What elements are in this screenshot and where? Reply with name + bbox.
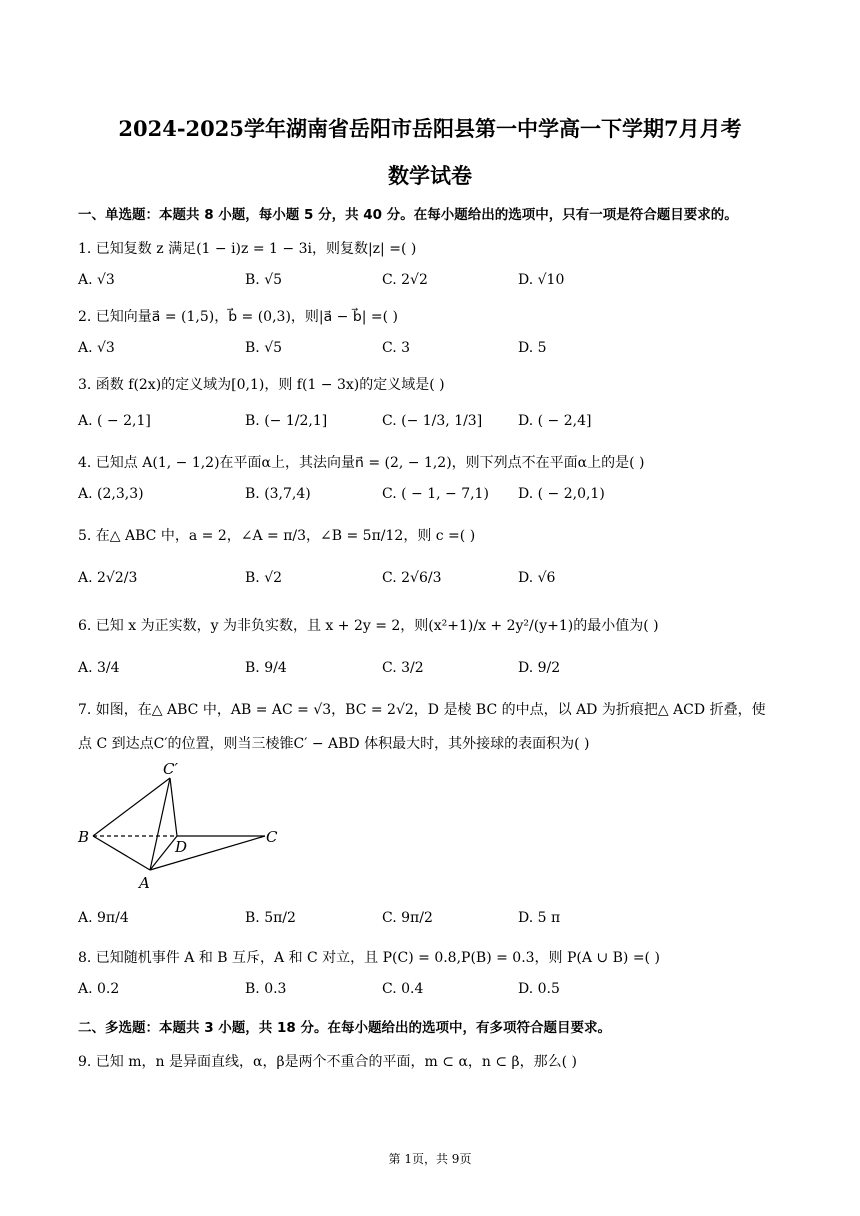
q5-option-d: D. √6 — [518, 570, 556, 586]
question-3: 3. 函数 f(2x)的定义域为[0,1)，则 f(1 − 3x)的定义域是( ) — [78, 377, 445, 393]
q7-option-a: A. 9π/4 — [78, 910, 129, 926]
label-a: A — [139, 874, 150, 890]
q4-option-d: D. ( − 2,0,1) — [518, 486, 605, 502]
q5-option-a: A. 2√2/3 — [78, 570, 138, 586]
question-7: 7. 如图，在△ ABC 中，AB = AC = √3，BC = 2√2，D 是棱 BC 的中点，以 AD 为折痕把△ ACD 折叠，使 — [78, 702, 766, 718]
q7-option-d: D. 5 π — [518, 910, 561, 926]
edge-b-cprime — [93, 778, 170, 836]
q6-option-c: C. 3/2 — [382, 660, 424, 676]
q3-option-d: D. ( − 2,4] — [518, 413, 592, 429]
q3-option-b: B. (− 1/2,1] — [245, 413, 328, 429]
q2-option-d: D. 5 — [518, 340, 547, 356]
exam-title: 2024-2025学年湖南省岳阳市岳阳县第一中学高一下学期7月月考 — [118, 116, 742, 141]
q2-option-a: A. √3 — [78, 340, 115, 356]
q8-option-a: A. 0.2 — [78, 981, 120, 997]
q2-option-c: C. 3 — [382, 340, 411, 356]
edge-cprime-a — [150, 778, 170, 870]
question-2: 2. 已知向量a⃗ = (1,5)，b⃗ = (0,3)，则|a⃗ − b⃗| =( ) — [78, 309, 398, 325]
question-6: 6. 已知 x 为正实数，y 为非负实数，且 x + 2y = 2，则(x²+1)/x + 2y²/(y+1)的最小值为( ) — [78, 618, 659, 634]
label-c: C — [266, 828, 278, 846]
question-7-continued: 点 C 到达点C′的位置，则当三棱锥C′ − ABD 体积最大时，其外接球的表面积为( ) — [78, 736, 590, 752]
q5-option-c: C. 2√6/3 — [382, 570, 442, 586]
tetrahedron-figure — [75, 760, 285, 890]
label-b: B — [78, 828, 90, 846]
q7-option-c: C. 9π/2 — [382, 910, 433, 926]
q7-option-b: B. 5π/2 — [245, 910, 296, 926]
q4-option-c: C. ( − 1, − 7,1) — [382, 486, 489, 502]
edge-a-c — [150, 836, 265, 870]
q2-option-b: B. √5 — [245, 340, 283, 356]
question-8: 8. 已知随机事件 A 和 B 互斥，A 和 C 对立，且 P(C) = 0.8,P(B) = 0.3，则 P(A ∪ B) =( ) — [78, 950, 660, 966]
q4-option-b: B. (3,7,4) — [245, 486, 311, 502]
label-c-prime: C′ — [163, 760, 178, 778]
q6-option-d: D. 9/2 — [518, 660, 561, 676]
question-1: 1. 已知复数 z 满足(1 − i)z = 1 − 3i，则复数|z| =( ) — [78, 241, 417, 257]
q8-option-c: C. 0.4 — [382, 981, 424, 997]
label-d: D — [175, 838, 188, 856]
q1-option-d: D. √10 — [518, 272, 565, 288]
q3-option-a: A. ( − 2,1] — [78, 413, 151, 429]
q6-option-a: A. 3/4 — [78, 660, 120, 676]
q3-option-c: C. (− 1/3, 1/3] — [382, 413, 483, 429]
q5-option-b: B. √2 — [245, 570, 283, 586]
q8-option-b: B. 0.3 — [245, 981, 287, 997]
question-5: 5. 在△ ABC 中，a = 2，∠A = π/3，∠B = 5π/12，则 c =( ) — [78, 528, 476, 544]
page-footer: 第 1页，共 9页 — [388, 1152, 472, 1166]
edge-cprime-d — [170, 778, 177, 836]
section-multiple-choice: 二、多选题：本题共 3 小题，共 18 分。在每小题给出的选项中，有多项符合题目要求。 — [78, 1020, 611, 1036]
q6-option-b: B. 9/4 — [245, 660, 287, 676]
q1-option-a: A. √3 — [78, 272, 115, 288]
edge-b-a — [93, 836, 150, 870]
q1-option-b: B. √5 — [245, 272, 283, 288]
section-single-choice: 一、单选题：本题共 8 小题，每小题 5 分，共 40 分。在每小题给出的选项中，只有一项是符合题目要求的。 — [78, 207, 738, 223]
exam-subtitle: 数学试卷 — [388, 163, 472, 188]
q1-option-c: C. 2√2 — [382, 272, 428, 288]
question-9: 9. 已知 m，n 是异面直线，α，β是两个不重合的平面，m ⊂ α，n ⊂ β，那么( ) — [78, 1054, 578, 1070]
q4-option-a: A. (2,3,3) — [78, 486, 144, 502]
question-4: 4. 已知点 A(1, − 1,2)在平面α上，其法向量n⃗ = (2, − 1,2)，则下列点不在平面α上的是( ) — [78, 455, 645, 471]
q8-option-d: D. 0.5 — [518, 981, 560, 997]
